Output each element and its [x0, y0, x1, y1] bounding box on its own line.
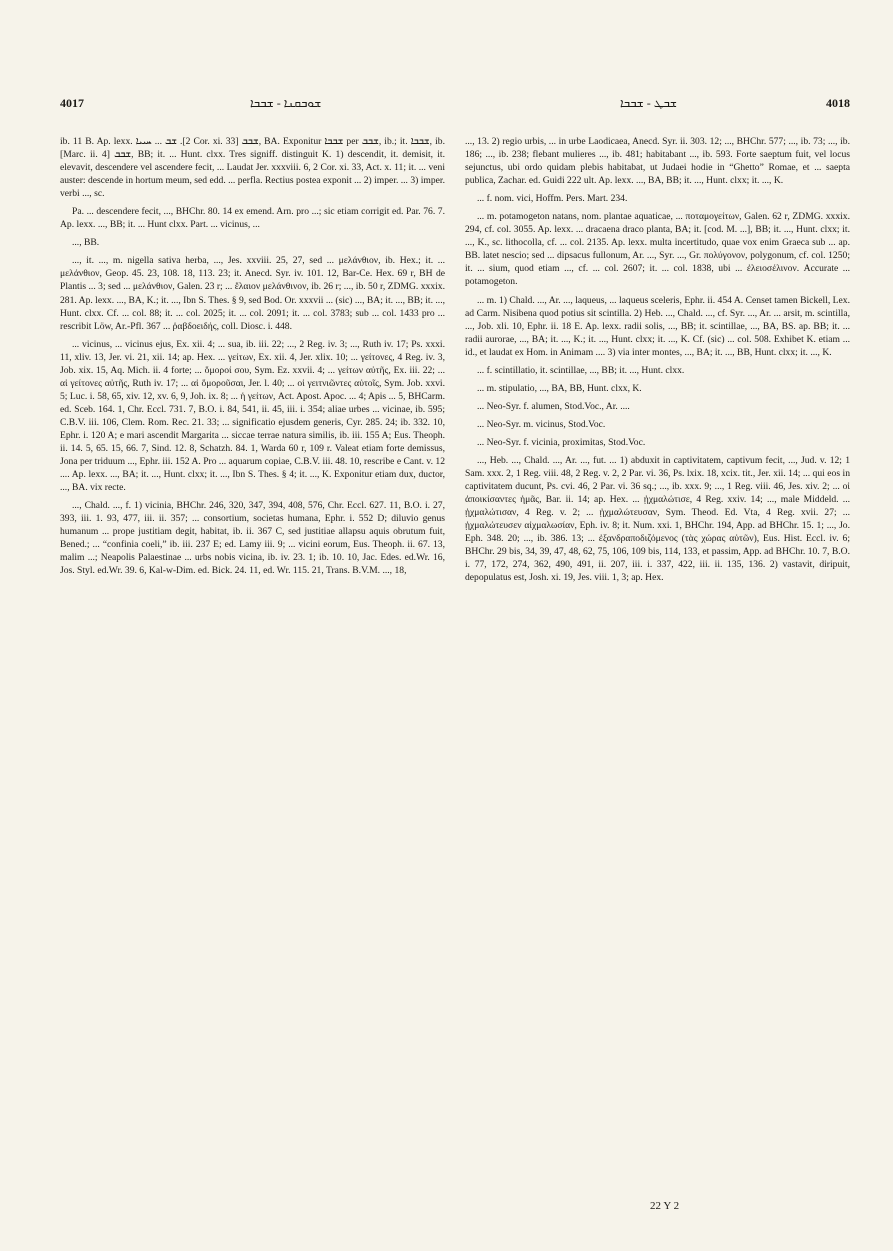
page-header	[60, 96, 850, 118]
entry: ... m. 1) Chald. ..., Ar. ..., laqueus, ... laqueus sceleris, Ephr. ii. 454 A. Censet tamen Bickell, Lex. ad Carm. Nisibena quod potius sit scintilla. 2) Heb. ..., Chald. ..., cf. Syr. ..., Ar. ... arsit, m. scintilla, ..., Job. xli. 10, Ephr. ii. 18 E. Ap. lexx. radii solis, ..., BB; it. scintillae, ..., BA, BS. ap. BB; it. ... radii aurorae, ..., BA; it. ..., K.; it. ..., Hunt. clxx; it. ..., K. Cf. (sic) ... col. 508. Exhibet K. etiam ... id., et laudat ex Hom. in Animam .... 3) via inter montes, ..., BA; it. ..., BB, Hunt. clxx; it. ..., K.	[465, 294, 850, 358]
entry: ... Neo-Syr. f. alumen, Stod.Voc., Ar. ....	[477, 400, 630, 412]
right-page-number: 4018	[826, 96, 850, 110]
left-running-title: ܫܘܒܩܢܐ - ܫܒܒܐ	[250, 96, 322, 110]
right-column	[465, 135, 850, 1215]
entry: ... f. nom. vici, Hoffm. Pers. Mart. 234.	[477, 193, 628, 205]
entry: ... Neo-Syr. f. vicinia, proximitas, Stod.Voc.	[477, 436, 646, 448]
entry: ib. 11 B. Ap. lexx. ܫܒ ... ܚܝܝܐ .[2 Cor. xi. 33] ܫܒܒ, BA. Exponitur ܫܒܒܐ per ܫܒܒ, ib.; it. ܫܒܒܐ, ib. [Marc. ii. 4] ܫܒܒ, BB; it. ... Hunt. clxx. Tres signiff. distinguit K. 1) descendit, it. demisit, it. elevavit, descendere vel ascendere fecit, ... Laudat Jer. xxxviii. 6, 2 Cor. xi. 33, Act. x. 11; it. ... veni auster: descende in hortum meum, sed edd. ... perfla. Rectius postea exponit ... 2) imper. ... 3) imper. verbi ..., sc.	[60, 136, 445, 200]
entry: ... f. scintillatio, it. scintillae, ..., BB; it. ..., Hunt. clxx.	[477, 364, 685, 376]
left-column	[60, 135, 445, 1215]
signature-mark: 22 Y 2	[650, 1200, 680, 1212]
entry: ..., Chald. ..., f. 1) vicinia, BHChr. 246, 320, 347, 394, 408, 576, Chr. Eccl. 627. 11, B.O. i. 27, 393, iii. 1. 93, 477, iii. ii. 357; ... consortium, societas humana, Ephr. i. 552 D; diluvio genus humanum ... prope justitiam degit, habitat, ib. ii. 367 C, sed justitiae allapsu aquis obrutum fuit, Bened.; ... “confinia coeli,” ib. iii. 237 E; ed. Lamy iii. 9; ... vicini eorum, Eus. Theoph. ii. 67. 13, malim ...; Neapolis Palaestinae ... urbs nobis vicina, ib. iv. 23. 1; ib. 10. 10, Jac. Edes. ed.Wr. 16, Jos. Styl. ed.Wr. 39. 6, Kal-w-Dim. ed. Bick. 24. 11, ed. Wr. 115. 21, Trans. B.V.M. ..., 18,	[60, 500, 445, 577]
left-page-number: 4017	[60, 96, 84, 110]
entry: ... m. potamogeton natans, nom. plantae aquaticae, ... ποταμογείτων, Galen. 62 r, ZDMG. xxxix. 294, cf. col. 3055. Ap. lexx. ... dracaena draco planta, BA; it. [cod. M. ...], BB; it. ..., Hunt. clxx; it. ..., K., sc. lithocolla, cf. ... col. 2135. Ap. lexx. multa incertitudo, quae vox enim Graeca sub ... ap. BB. latet nescio; sed ... dipsacus fullonum, Ar. ..., Syr. ..., Gr. πολύγονον, polygonum, cf. col. 1250; it. ... sium, quod etiam ..., cf. ... col. 2607; it. ... col. 1838, ubi ... ἐλειοσέλινον. Accurate ... potamogeton.	[465, 211, 850, 288]
entry: ..., BB.	[72, 237, 100, 249]
entry: ... m. stipulatio, ..., BA, BB, Hunt. clxx, K.	[477, 382, 642, 394]
entry: ..., it. ..., m. nigella sativa herba, ..., Jes. xxviii. 25, 27, sed ... μελάνθιον, ib. Hex.; it. ... μελάνθιον, Geop. 45. 23, 108. 18, 113. 23; it. Anecd. Syr. iv. 101. 12, Bar-Ce. Hex. 69 r, BH de Plantis ... 3; sed ... μελάνθιον, Galen. 23 r; ... ἔλαιον μελάνθινον, ib. 26 r; ..., ib. 50 r, ZDMG. xxxix. 281. Ap. lexx. ..., BA, K.; it. ..., Ibn S. Thes. § 9, sed Bod. Or. xxxvii ... (sic) ..., BA; it. ..., BB; it. ..., Hunt. clxx. Cf. ... col. 88; it. ... col. 2025; it. ... col. 2091; it. ... col. 3783; sub ... col. 1433 pro ... rescribit Löw, Ar.-Pfl. 367 ... ῥαβδοειδής, coll. Diosc. i. 448.	[60, 255, 445, 332]
entry: ..., 13. 2) regio urbis, ... in urbe Laodicaea, Anecd. Syr. ii. 303. 12; ..., BHChr. 577; ..., ib. 73; ..., ib. 186; ..., ib. 238; flebant mulieres ..., ib. 481; habitabant ..., ib. 593. Forte saeptum fuit, vel locus sejunctus, ubi ordo quidam plebis habitabat, ut Judaei hodie in “Ghetto” Romae, et ... saepta publica, Zachar. ed. Guidi 222 ult. Ap. lexx. ..., BA, BB; it. ..., Hunt. clxx; it. ..., K.	[465, 136, 850, 187]
right-running-title: ܫܒܛ - ܫܒܒܐ	[620, 96, 678, 110]
entry: ... Neo-Syr. m. vicinus, Stod.Voc.	[477, 418, 606, 430]
text-columns	[60, 135, 850, 1215]
entry: ..., Heb. ..., Chald. ..., Ar. ..., fut. ... 1) abduxit in captivitatem, captivum fecit, ..., Jud. v. 12; 1 Sam. xxx. 2, 1 Reg. viii. 48, 2 Reg. v. 2, 2 Par. vi. 36, Ps. lxix. 18, xcix. tit., Jer. xii. 14; ... qui eos in captivitatem ducunt, Ps. cvi. 46, 2 Par. vi. 36 sq.; ..., ib. xxx. 9; ..., 1 Reg. viii. 46, Jes. xiv. 2; ... οἱ ἀποικίσαντες ἡμᾶς, Bar. ii. 14; ap. Hex. ... ᾐχμαλώτισε, 4 Reg. xxiv. 14; ..., male Middeld. ... ᾐχμαλώτισαν, 4 Reg. v. 2; ... ᾐχμαλώτευσαν, Sym. Theod. Ed. Vta, 4 Reg. xvii. 27; ... ᾐχμαλώτευσεν αἰχμαλωσίαν, Eph. iv. 8; it. Num. xxi. 1, BHChr. 194, App. ad BHChr. 15. 1; ..., Jo. Eph. 348. 20; ..., ib. 386. 13; ... ἐξανδραποδιζόμενος (τὰς χώρας αὐτῶν), Eus. Hist. Eccl. iv. 6; BHChr. 29 bis, 34, 39, 47, 48, 62, 75, 106, 109 bis, 114, 133, et passim, App. ad BHChr. 10. 7, B.O. i. 77, 172, 274, 362, 490, 491, ii. 207, iii. i. 337, 422, iii. ii. 135, 136. 2) vastavit, diripuit, depopulatus est, Josh. xi. 19, Jes. viii. 1, 3; ap. Hex.	[465, 454, 850, 584]
entry: Pa. ... descendere fecit, ..., BHChr. 80. 14 ex emend. Arn. pro ...; sic etiam corrigit ed. Par. 76. 7. Ap. lexx. ..., BB; it. ... Hunt clxx. Part. ... vicinus, ...	[60, 206, 445, 231]
entry: ... vicinus, ... vicinus ejus, Ex. xii. 4; ... sua, ib. iii. 22; ..., 2 Reg. iv. 3; ..., Ruth iv. 17; Ps. xxxi. 11, xliv. 13, Jer. vi. 21, xii. 14; ap. Hex. ... γείτων, Ex. xii. 4, Jer. xlix. 10; ... γείτονες, 4 Reg. iv. 3, Job. xix. 15, Aq. Mich. ii. 4 forte; ... ὅμοροί σου, Sym. Ez. xxvii. 4; ... γείτων αὐτῆς, Ex. iii. 22; ... αἱ γείτονες αὐτῆς, Ruth iv. 17; ... αἱ ὅμοροῦσαι, Jer. l. 40; ... οἱ γειτνιῶντες αὐτοῖς, Sym. Job. xxvi. 5; Luc. i. 58, 65, xiv. 12, xv. 6, 9, Joh. ix. 8; ... ἡ γείτων, Act. Apost. Apoc. ... 4; Apis ... 5, BHCarm. ed. Sceb. 164. 1, Chr. Eccl. 731. 7, B.O. i. 84, 541, ii. 45, iii. i. 354; aliae urbes ... vicinae, ib. 595; C.B.V. iii. 106, Clem. Rom. Rec. 21. 33; ... significatio ejusdem generis, Cyr. 285. 24; ib. 332. 10, Ephr. i. 120 A; e mari ascendit Margarita ... siccae terrae natura similis, ib. iii. 155 A; Eus. Theoph. ii. 14. 5, 65. 15, 66. 7, Sind. 12. 8, Schatzh. 84. 1, Warda 60 r, 109 r. Valeat etiam forte demissus, Jona per triduum ..., Ephr. iii. 152 A. Pro ... aquarum copiae, C.B.V. iii. 48. 10, rescribe e Cant. v. 12 .... Ap. lexx. ..., BA; it. ..., Hunt. clxx; it. ..., Ibn S. Thes. § 4; it. ..., K. Exponitur etiam dux, ductor, ..., BA. vix recte.	[60, 338, 445, 494]
